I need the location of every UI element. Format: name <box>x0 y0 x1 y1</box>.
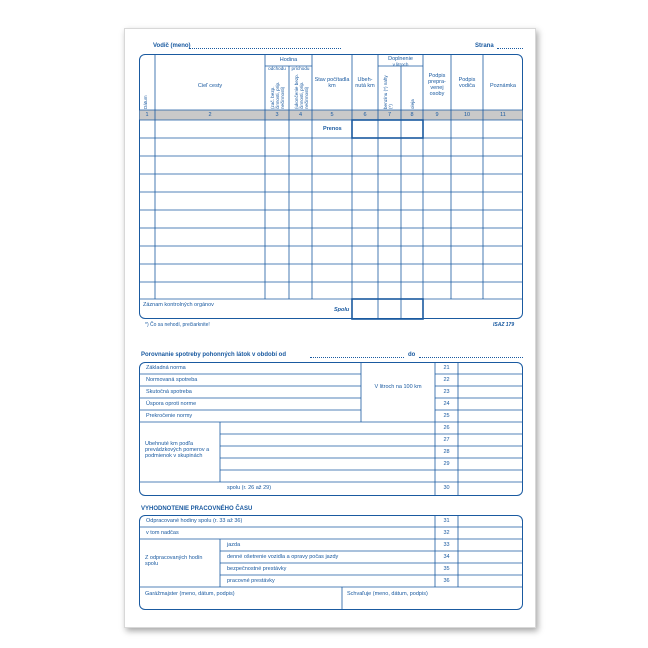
km-groups-label: Ubehnuté km podľa prevádzkových pomerov a podmienok v skupinách <box>145 441 210 459</box>
consumption-row-label: Úspora oproti norme <box>146 401 197 407</box>
consumption-to-label: do <box>408 352 416 358</box>
consumption-row-label: Normovaná spotreba <box>146 377 198 383</box>
col-hour-header: Hodina <box>279 57 298 63</box>
col-number: 8 <box>410 112 414 118</box>
of-hours-label: Z odpracovaných hodín spolu <box>145 555 203 567</box>
worktime-item: bezpečnostné prestávky <box>227 566 287 572</box>
col-odometer-header: Stav počítadla km <box>314 77 350 89</box>
col-oil-header: oleja <box>410 99 415 109</box>
col-number: 5 <box>330 112 334 118</box>
col-note-header: Poznámka <box>490 83 516 89</box>
col-number: 9 <box>435 112 439 118</box>
col-number: 4 <box>298 112 303 118</box>
consumption-title: Porovnanie spotreby pohonných látok v období od <box>141 352 287 358</box>
worktime-grid <box>125 29 535 627</box>
form-sheet <box>124 28 536 628</box>
row-number: 33 <box>443 542 450 548</box>
row-number: 28 <box>443 449 450 455</box>
consumption-row-label: Prekročenie normy <box>146 413 193 419</box>
form-code: ISAZ 179 <box>493 322 515 328</box>
total-label: Spolu <box>334 307 350 313</box>
col-number: 1 <box>145 112 149 118</box>
km-sum-label: spolu (r. 26 až 29) <box>227 485 272 491</box>
overtime-label: v tom nadčas <box>146 530 179 536</box>
col-number: 6 <box>363 112 367 118</box>
row-number: 21 <box>443 365 450 371</box>
consumption-row-label: Skutočná spotreba <box>146 389 192 395</box>
row-number: 24 <box>443 401 450 407</box>
row-number: 35 <box>443 566 450 572</box>
row-number: 29 <box>443 461 450 467</box>
worktime-item: denné ošetrenie vozidla a opravy počas jazdy <box>227 554 339 560</box>
worked-hours-label: Odpracované hodiny spolu (r. 33 až 36) <box>146 518 243 524</box>
col-arrival-header: príchodu <box>291 66 310 71</box>
col-sign-driver-header: Podpis vodiča <box>458 77 476 89</box>
col-number: 11 <box>500 112 506 118</box>
row-number: 22 <box>443 377 450 383</box>
worktime-item: pracovné prestávky <box>227 578 275 584</box>
col-arrival-note: (ukončenie bezp. činnosti, príp. nečinnosti) <box>294 74 309 109</box>
carryover-label: Prenos <box>323 126 342 132</box>
col-number: 3 <box>275 112 279 118</box>
row-number: 26 <box>443 425 450 431</box>
row-number: 23 <box>443 389 450 395</box>
col-km-header: Ubeh-nutá km <box>355 77 375 89</box>
col-refuel-unit: v litroch <box>392 62 409 67</box>
col-sign-carrier-header: Podpis prepra-venej osoby <box>428 73 446 97</box>
row-number: 32 <box>443 530 450 536</box>
col-departure-header: odchodu <box>268 66 286 71</box>
row-number: 30 <box>443 485 450 491</box>
col-number: 7 <box>387 112 392 118</box>
row-number: 34 <box>443 554 450 560</box>
garage-manager-label: Garážmajster (meno, dátum, podpis) <box>145 591 235 597</box>
col-purpose-header: Cieľ cesty <box>197 83 223 89</box>
consumption-row-label: Základná norma <box>146 365 186 371</box>
col-departure-note: (zač. bezp. činnosti, príp. nečinnosti) <box>270 81 285 109</box>
approved-by-label: Schvaľuje (meno, dátum, podpis) <box>347 591 428 597</box>
footnote: *) Čo sa nehodí, prečiarknite! <box>145 322 210 328</box>
page-label: Strana <box>475 43 494 49</box>
col-fuel-header: benzínu (*) nafty (*) <box>383 75 393 109</box>
col-date-header: Dátum <box>143 95 148 109</box>
consumption-unit-label: V litroch na 100 km <box>374 384 422 390</box>
control-label: Záznam kontrolných orgánov <box>143 302 214 308</box>
col-number: 2 <box>208 112 212 118</box>
col-number: 10 <box>463 112 471 118</box>
driver-label: Vodič (meno) <box>153 43 191 49</box>
row-number: 27 <box>443 437 450 443</box>
row-number: 25 <box>443 413 450 419</box>
worktime-title: VYHODNOTENIE PRACOVNÉHO ČASU <box>141 506 253 512</box>
worktime-item: jazda <box>227 542 241 548</box>
row-number: 36 <box>443 578 450 584</box>
col-refuel-header: Doplnenie <box>388 56 413 62</box>
row-number: 31 <box>443 518 450 524</box>
